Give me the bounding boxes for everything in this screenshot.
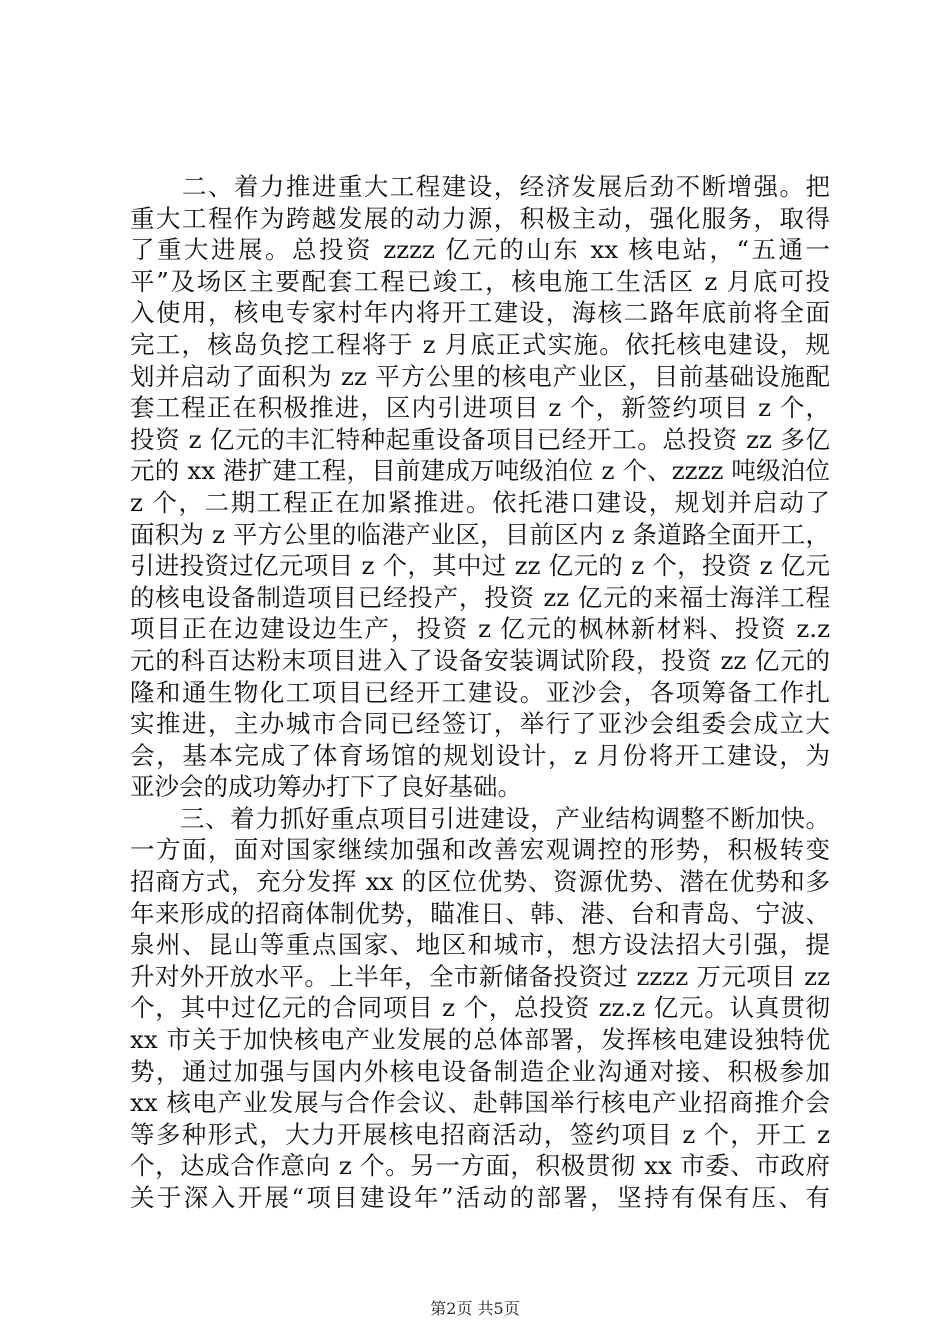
text-line: 三、着力抓好重点项目引进建设，产业结构调整不断加快。 bbox=[130, 803, 830, 833]
text-line: 年来形成的招商体制优势，瞄准日、韩、港、台和青岛、宁波、 bbox=[130, 898, 830, 928]
text-line: 势，通过加强与国内外核电设备制造企业沟通对接、积极参加 bbox=[130, 1056, 830, 1086]
text-line: 元的 xx 港扩建工程，目前建成万吨级泊位 z 个、zzzz 吨级泊位 bbox=[130, 456, 830, 486]
text-line: 元的科百达粉末项目进入了设备安装调试阶段，投资 zz 亿元的 bbox=[130, 645, 830, 675]
text-line: xx 市关于加快核电产业发展的总体部署，发挥核电建设独特优 bbox=[130, 1025, 830, 1055]
page-footer: 第2页 共5页 bbox=[430, 1299, 520, 1318]
text-line: 套工程正在积极推进，区内引进项目 z 个，新签约项目 z 个， bbox=[130, 393, 830, 423]
text-line: 的核电设备制造项目已经投产，投资 zz 亿元的来福士海洋工程 bbox=[130, 582, 830, 612]
text-line: 完工，核岛负挖工程将于 z 月底正式实施。依托核电建设，规 bbox=[130, 329, 830, 359]
text-line: 项目正在边建设边生产，投资 z 亿元的枫林新材料、投资 z.z bbox=[130, 614, 830, 644]
text-line: 个，达成合作意向 z 个。另一方面，积极贯彻 xx 市委、市政府 bbox=[130, 1151, 830, 1181]
text-line: 一方面，面对国家继续加强和改善宏观调控的形势，积极转变 bbox=[130, 835, 830, 865]
text-line: 亚沙会的成功筹办打下了良好基础。 bbox=[130, 772, 522, 802]
text-line: 引进投资过亿元项目 z 个，其中过 zz 亿元的 z 个，投资 z 亿元 bbox=[130, 551, 830, 581]
text-line: 关于深入开展“项目建设年”活动的部署，坚持有保有压、有 bbox=[130, 1183, 830, 1212]
text-line: 等多种形式，大力开展核电招商活动，签约项目 z 个，开工 z bbox=[130, 1119, 830, 1149]
text-line: 泉州、昆山等重点国家、地区和城市，想方设法招大引强，提 bbox=[130, 930, 830, 960]
text-line: 个，其中过亿元的合同项目 z 个，总投资 zz.z 亿元。认真贯彻 bbox=[130, 993, 830, 1023]
text-line: 二、着力推进重大工程建设，经济发展后劲不断增强。把 bbox=[130, 172, 830, 201]
text-line: 招商方式，充分发挥 xx 的区位优势、资源优势、潜在优势和多 bbox=[130, 867, 830, 897]
text-line: xx 核电产业发展与合作会议、赴韩国举行核电产业招商推介会 bbox=[130, 1088, 830, 1118]
text-line: 重大工程作为跨越发展的动力源，积极主动，强化服务，取得 bbox=[130, 203, 830, 233]
text-line: 升对外开放水平。上半年，全市新储备投资过 zzzz 万元项目 zz bbox=[130, 961, 830, 991]
text-line: 隆和通生物化工项目已经开工建设。亚沙会，各项筹备工作扎 bbox=[130, 677, 830, 707]
text-line: 平”及场区主要配套工程已竣工，核电施工生活区 z 月底可投 bbox=[130, 266, 830, 296]
body-text bbox=[130, 171, 830, 1214]
text-line: z 个，二期工程正在加紧推进。依托港口建设，规划并启动了 bbox=[130, 487, 830, 517]
text-line: 划并启动了面积为 zz 平方公里的核电产业区，目前基础设施配 bbox=[130, 361, 830, 391]
text-line: 了重大进展。总投资 zzzz 亿元的山东 xx 核电站，“五通一 bbox=[130, 235, 830, 265]
text-line: 会，基本完成了体育场馆的规划设计，z 月份将开工建设，为 bbox=[130, 740, 830, 770]
text-line: 面积为 z 平方公里的临港产业区，目前区内 z 条道路全面开工， bbox=[130, 519, 830, 549]
text-line: 投资 z 亿元的丰汇特种起重设备项目已经开工。总投资 zz 多亿 bbox=[130, 424, 830, 454]
text-line: 入使用，核电专家村年内将开工建设，海核二路年底前将全面 bbox=[130, 298, 830, 328]
text-line: 实推进，主办城市合同已经签订，举行了亚沙会组委会成立大 bbox=[130, 709, 830, 739]
